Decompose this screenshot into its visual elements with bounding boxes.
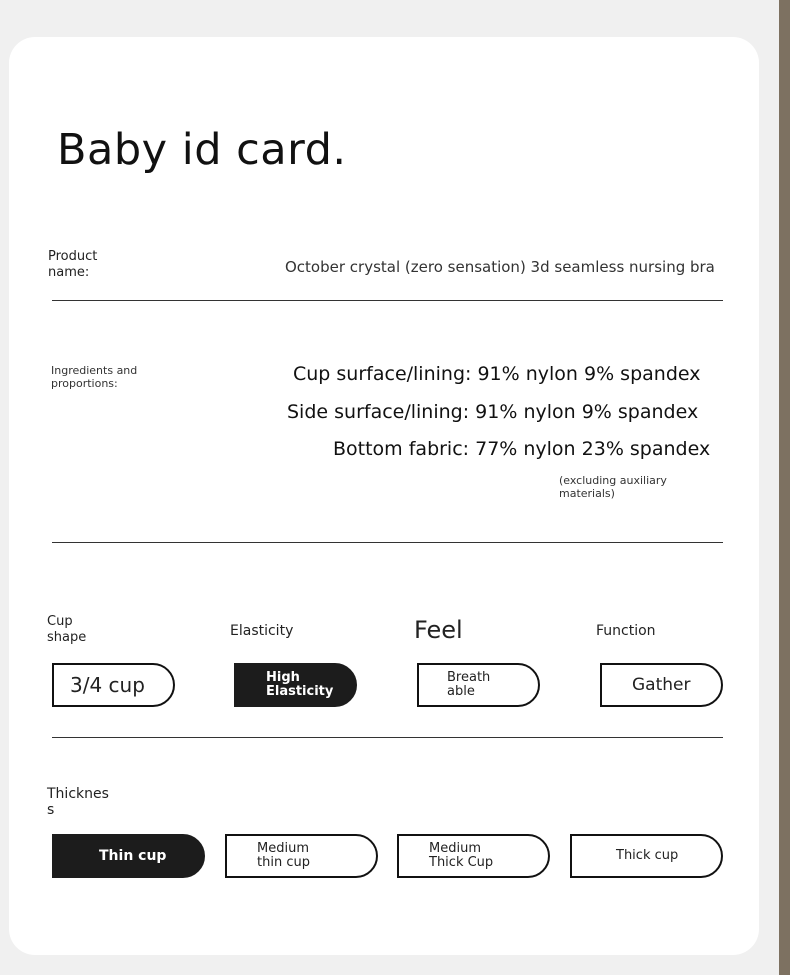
function-pill — [600, 663, 723, 707]
thickness-option-medium-thick[interactable] — [397, 834, 550, 878]
thickness-option-thin[interactable] — [52, 834, 205, 878]
function-label: Function — [596, 623, 656, 639]
thickness-option-medium-thin[interactable] — [225, 834, 378, 878]
product-name-value: October crystal (zero sensation) 3d seamless nursing bra — [285, 258, 715, 276]
thickness-option-label: Thin cup — [99, 848, 167, 864]
divider-1 — [52, 300, 723, 301]
thickness-option-label: Medium Thick Cup — [429, 841, 494, 870]
ingredients-note: (excluding auxiliary materials) — [559, 474, 667, 500]
card-title: Baby id card. — [57, 125, 347, 175]
divider-2 — [52, 542, 723, 543]
ingredient-line-side: Side surface/lining: 91% nylon 9% spandex — [287, 401, 699, 423]
baby-id-card — [9, 37, 759, 955]
side-accent-bar — [779, 0, 790, 975]
cup-shape-pill — [52, 663, 175, 707]
elasticity-pill — [234, 663, 357, 707]
ingredient-line-cup: Cup surface/lining: 91% nylon 9% spandex — [293, 363, 701, 385]
feel-pill — [417, 663, 540, 707]
thickness-option-label: Thick cup — [616, 848, 679, 863]
divider-3 — [52, 737, 723, 738]
function-value: Gather — [632, 675, 691, 695]
ingredient-line-bottom: Bottom fabric: 77% nylon 23% spandex — [333, 438, 711, 460]
feel-value: Breathable — [447, 670, 491, 699]
ingredients-label: Ingredients and proportions: — [51, 364, 138, 390]
feel-label: Feel — [414, 616, 463, 644]
product-name-label: Product name: — [48, 249, 98, 280]
cup-shape-value: 3/4 cup — [70, 673, 145, 697]
elasticity-value: High Elasticity — [266, 670, 334, 699]
thickness-option-label: Medium thin cup — [257, 841, 310, 870]
thickness-label: Thickness — [47, 786, 109, 818]
elasticity-label: Elasticity — [230, 623, 294, 639]
cup-shape-label: Cup shape — [47, 614, 87, 645]
thickness-option-thick[interactable] — [570, 834, 723, 878]
